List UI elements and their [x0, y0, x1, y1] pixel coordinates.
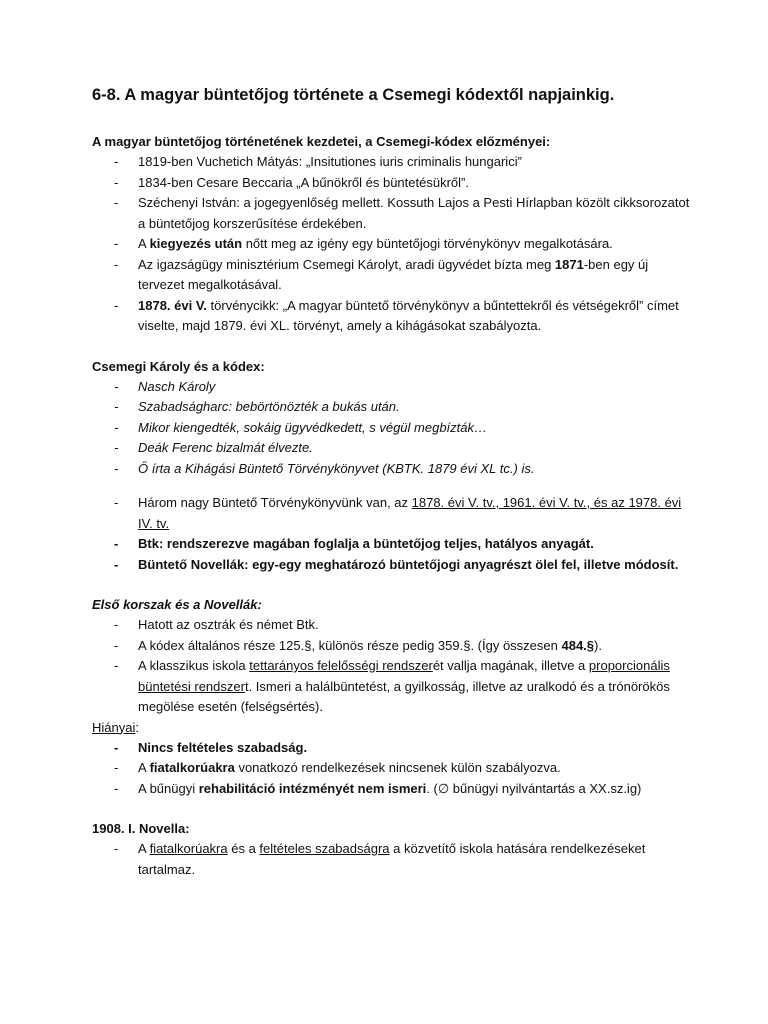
bold-text: fiatalkorúakra: [149, 760, 235, 775]
list-item: - Szabadságharc: bebörtönözték a bukás után.: [92, 397, 698, 418]
section-novella-1908: [92, 819, 698, 880]
bold-text: rehabilitáció intézményét nem ismeri: [198, 780, 427, 796]
list-item: [92, 296, 698, 337]
underlined-text: tettarányos felelősségi rendszer: [249, 658, 433, 673]
section-csemegi: [92, 357, 698, 576]
bold-text: 1871: [554, 256, 584, 272]
bullet-list: [92, 152, 698, 337]
list-item: [92, 255, 698, 296]
text-span: A bűnügyi: [138, 780, 199, 796]
bullet-list: [92, 615, 698, 718]
underlined-text: feltételes szabadságra: [259, 841, 390, 856]
bold-text: kiegyezés után: [149, 236, 243, 251]
section-heading: 1908. I. Novella:: [92, 821, 190, 836]
text-span: :: [135, 719, 139, 735]
text-span: t. Ismeri a halálbüntetést, a gyilkosság, illetve az uralkodó és a trónörökös megölése esetén (felségsértés).: [138, 678, 670, 714]
bold-text: 1878. évi V.: [138, 297, 207, 313]
section-heading: Első korszak és a Novellák:: [92, 597, 262, 612]
list-item: [92, 493, 698, 534]
text-span: ).: [594, 637, 602, 653]
text-span: A: [138, 760, 150, 775]
bullet-list: [92, 493, 698, 575]
list-item: - Ő írta a Kihágási Büntető Törvénykönyvet (KBTK. 1879 évi XL tc.) is.: [92, 459, 698, 480]
text-span: ét vallja magának, illetve a: [432, 658, 589, 673]
list-item: [92, 656, 698, 718]
section-first-era: [92, 595, 698, 799]
list-item: - 1834-ben Cesare Beccaria „A bűnökről és büntetésükről”.: [92, 173, 698, 194]
underlined-text: Hiányai: [92, 719, 136, 735]
spacer: [92, 479, 698, 493]
list-item: - 1819-ben Vuchetich Mátyás: „Insitutiones iuris criminalis hungarici”: [92, 152, 698, 173]
text-span: Három nagy Büntető Törvénykönyvünk van, az: [138, 495, 412, 510]
shortcomings-heading: [92, 718, 698, 738]
section-predecessors: [92, 132, 698, 337]
bold-text: 484.§: [561, 637, 595, 653]
text-span: A klasszikus iskola: [138, 658, 250, 673]
text-span: és a: [227, 841, 260, 856]
text-span: A: [138, 236, 150, 251]
list-item: [92, 779, 698, 800]
list-item: [92, 758, 698, 779]
list-item: - Mikor kiengedték, sokáig ügyvédkedett, s végül megbízták…: [92, 418, 698, 439]
text-span: törvénycikk: „A magyar büntető törvénykönyv a bűntettekről és vétségekről” címet viselte, majd 1879. évi XL. törvényt, amely a kihágásokat szabályozta.: [138, 297, 679, 333]
list-item: - Deák Ferenc bizalmát élvezte.: [92, 438, 698, 459]
text-span: A kódex általános része 125.§, különös része pedig 359.§. (Így összesen: [138, 637, 562, 653]
text-span: Az igazságügy minisztérium Csemegi Károlyt, aradi ügyvédet bízta meg: [138, 256, 555, 272]
document-title: 6-8. A magyar büntetőjog története a Csemegi kódextől napjainkig.: [92, 86, 615, 104]
list-item: - Nincs feltételes szabadság.: [92, 738, 698, 759]
text-span: -ben egy új tervezet megalkotásával.: [138, 256, 649, 292]
text-span: nőtt meg az igény egy büntetőjogi törvénykönyv megalkotására.: [242, 236, 613, 251]
underlined-text: fiatalkorúakra: [149, 841, 228, 856]
list-item: - Széchenyi István: a jogegyenlőség mellett. Kossuth Lajos a Pesti Hírlapban közölt cikksorozatot a büntetőjog korszerűsítése érdekében.: [92, 193, 698, 234]
list-item: - Hatott az osztrák és német Btk.: [92, 615, 698, 636]
underlined-text: 1878. évi V. tv., 1961. évi V. tv., és az 1978. évi IV. tv.: [138, 495, 682, 531]
text-span: vonatkozó rendelkezések nincsenek külön szabályozva.: [234, 760, 561, 775]
list-item: - Büntető Novellák: egy-egy meghatározó büntetőjogi anyagrészt ölel fel, illetve módosít.: [92, 555, 698, 576]
list-item: - Nasch Károly: [92, 377, 698, 398]
text-span: . (∅ bűnügyi nyilvántartás a XX.sz.ig): [426, 780, 642, 796]
list-item: - Btk: rendszerezve magában foglalja a büntetőjog teljes, hatályos anyagát.: [92, 534, 698, 555]
underlined-text: proporcionális büntetési rendszer: [138, 658, 670, 694]
list-item: [92, 839, 698, 880]
bullet-list: [92, 377, 698, 480]
section-heading: A magyar büntetőjog történetének kezdetei, a Csemegi-kódex előzményei:: [92, 134, 551, 149]
bullet-list: [92, 839, 698, 880]
text-span: a közvetítő iskola hatására rendelkezéseket tartalmaz.: [138, 841, 646, 877]
list-item: [92, 234, 698, 255]
section-heading: Csemegi Károly és a kódex:: [92, 358, 265, 374]
list-item: [92, 636, 698, 657]
text-span: A: [138, 841, 150, 856]
bullet-list: [92, 738, 698, 800]
